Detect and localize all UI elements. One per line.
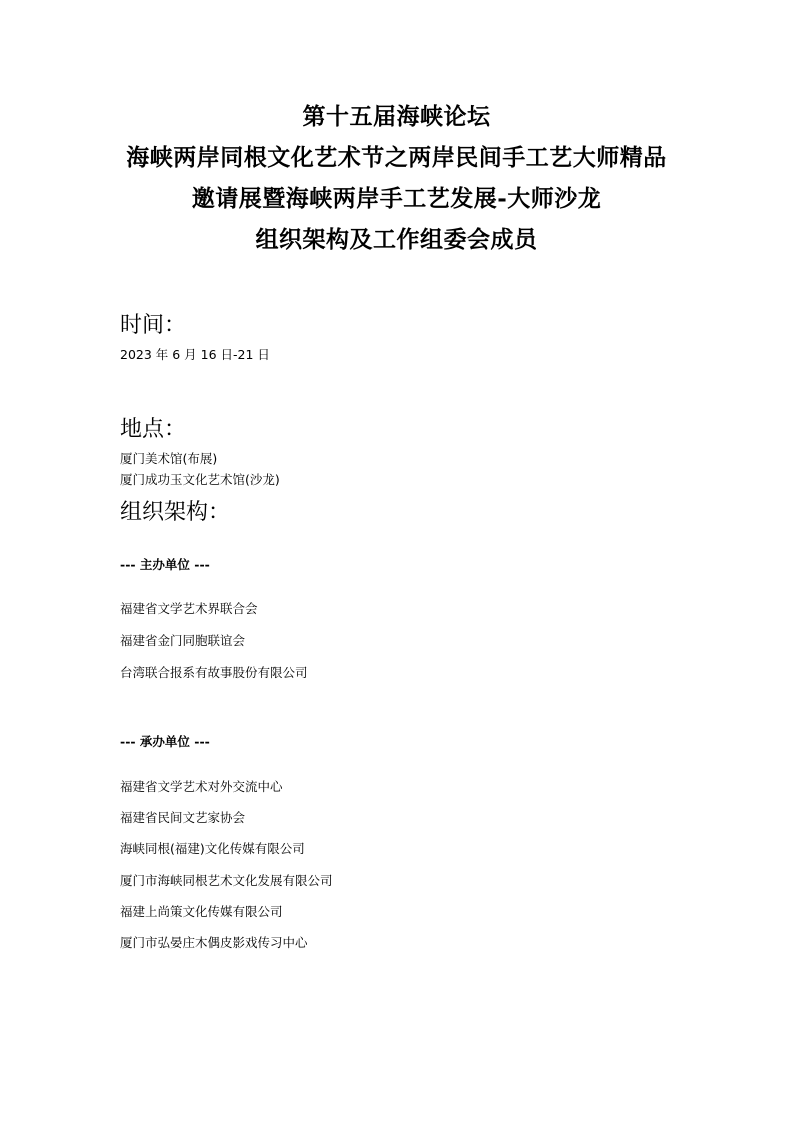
title-line-3: 邀请展暨海峡两岸手工艺发展-大师沙龙 (191, 185, 602, 212)
title-line-1: 第十五届海峡论坛 (302, 103, 491, 130)
host-section-label: --- 主办单位 --- (120, 557, 210, 572)
time-value: 2023 年 6 月 16 日-21 日 (120, 347, 270, 362)
location-heading: 地点： (120, 417, 187, 442)
time-heading: 时间： (120, 313, 187, 338)
host-item: 台湾联合报系有故事股份有限公司 (120, 665, 308, 680)
organizer-item: 厦门市弘晏庄木偶皮影戏传习中心 (120, 935, 308, 950)
location-line-2: 厦门成功玉文化艺术馆(沙龙) (120, 472, 280, 487)
host-item: 福建省文学艺术界联合会 (120, 601, 258, 616)
title-line-2: 海峡两岸同根文化艺术节之两岸民间手工艺大师精品 (126, 144, 667, 171)
title-line-4: 组织架构及工作组委会成员 (255, 226, 538, 253)
organizer-section-label: --- 承办单位 --- (120, 734, 210, 749)
organizer-item: 福建省文学艺术对外交流中心 (120, 779, 283, 794)
organizer-item: 厦门市海峡同根艺术文化发展有限公司 (120, 873, 333, 888)
document-title (0, 96, 793, 260)
organizer-item: 海峡同根(福建)文化传媒有限公司 (120, 841, 305, 856)
organization-heading: 组织架构： (120, 500, 231, 525)
organizer-item: 福建省民间文艺家协会 (120, 810, 246, 825)
organizer-item: 福建上尚策文化传媒有限公司 (120, 904, 283, 919)
location-line-1: 厦门美术馆(布展) (120, 451, 218, 466)
host-item: 福建省金门同胞联谊会 (120, 633, 246, 648)
